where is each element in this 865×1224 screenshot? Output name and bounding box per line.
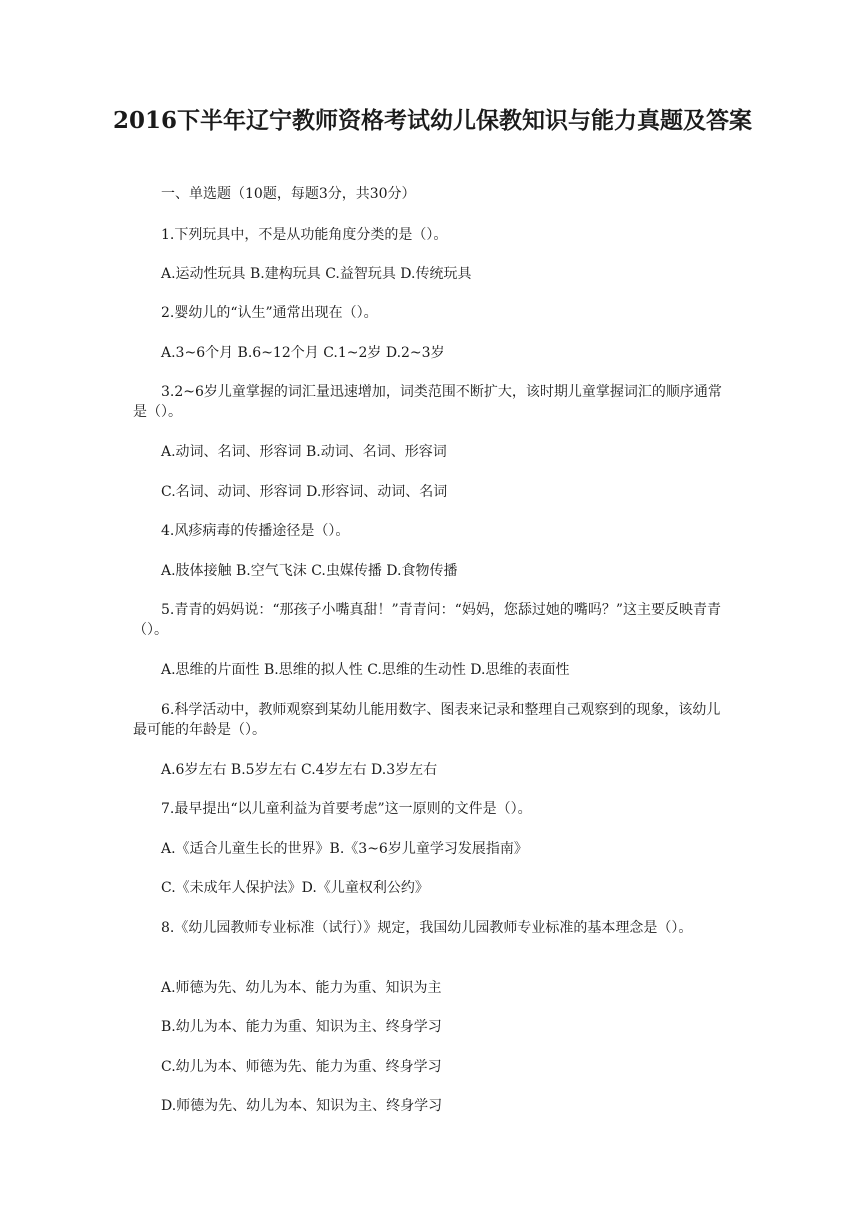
question-stem: 4.风疹病毒的传播途径是（）。 <box>161 523 350 539</box>
question-options: A.思维的片面性 B.思维的拟人性 C.思维的生动性 D.思维的表面性 <box>161 662 570 678</box>
question-options: A.师德为先、幼儿为本、能力为重、知识为主 <box>161 980 442 996</box>
question-stem: 1.下列玩具中，不是从功能角度分类的是（）。 <box>161 227 448 243</box>
section-heading: 一、单选题（10题，每题3分，共30分） <box>161 186 416 202</box>
question-options: A.肢体接触 B.空气飞沫 C.虫媒传播 D.食物传播 <box>161 563 458 579</box>
question-stem: 2.婴幼儿的“认生”通常出现在（）。 <box>161 305 378 321</box>
question-options: B.幼儿为本、能力为重、知识为主、终身学习 <box>161 1019 442 1035</box>
question-options: A.《适合儿童生长的世界》B.《3~6岁儿童学习发展指南》 <box>161 841 528 857</box>
question-stem: 6.科学活动中，教师观察到某幼儿能用数字、图表来记录和整理自己观察到的现象，该幼儿最可能的年龄是（）。 <box>133 702 721 738</box>
question-stem: 3.2~6岁儿童掌握的词汇量迅速增加，词类范围不断扩大，该时期儿童掌握词汇的顺序通常是（）。 <box>133 384 722 420</box>
question-options: A.3~6个月 B.6~12个月 C.1~2岁 D.2~3岁 <box>161 345 445 361</box>
question-stem: 8.《幼儿园教师专业标准（试行）》规定，我国幼儿园教师专业标准的基本理念是（）。 <box>161 920 693 936</box>
question-stem: 7.最早提出“以儿童利益为首要考虑”这一原则的文件是（）。 <box>161 801 532 817</box>
document-title: 2016下半年辽宁教师资格考试幼儿保教知识与能力真题及答案 <box>112 107 752 134</box>
question-options: A.6岁左右 B.5岁左右 C.4岁左右 D.3岁左右 <box>161 762 438 778</box>
question-options: A.动词、名词、形容词 B.动词、名词、形容词 <box>161 444 447 460</box>
question-options: D.师德为先、幼儿为本、知识为主、终身学习 <box>161 1098 443 1114</box>
question-options: C.《未成年人保护法》D.《儿童权利公约》 <box>161 880 429 896</box>
question-options: A.运动性玩具 B.建构玩具 C.益智玩具 D.传统玩具 <box>161 266 472 282</box>
question-options: C.名词、动词、形容词 D.形容词、动词、名词 <box>161 484 448 500</box>
question-stem: 5.青青的妈妈说：“那孩子小嘴真甜！”青青问：“妈妈，您舔过她的嘴吗？”这主要反映青青（）。 <box>133 602 721 638</box>
question-options: C.幼儿为本、师德为先、能力为重、终身学习 <box>161 1059 442 1075</box>
